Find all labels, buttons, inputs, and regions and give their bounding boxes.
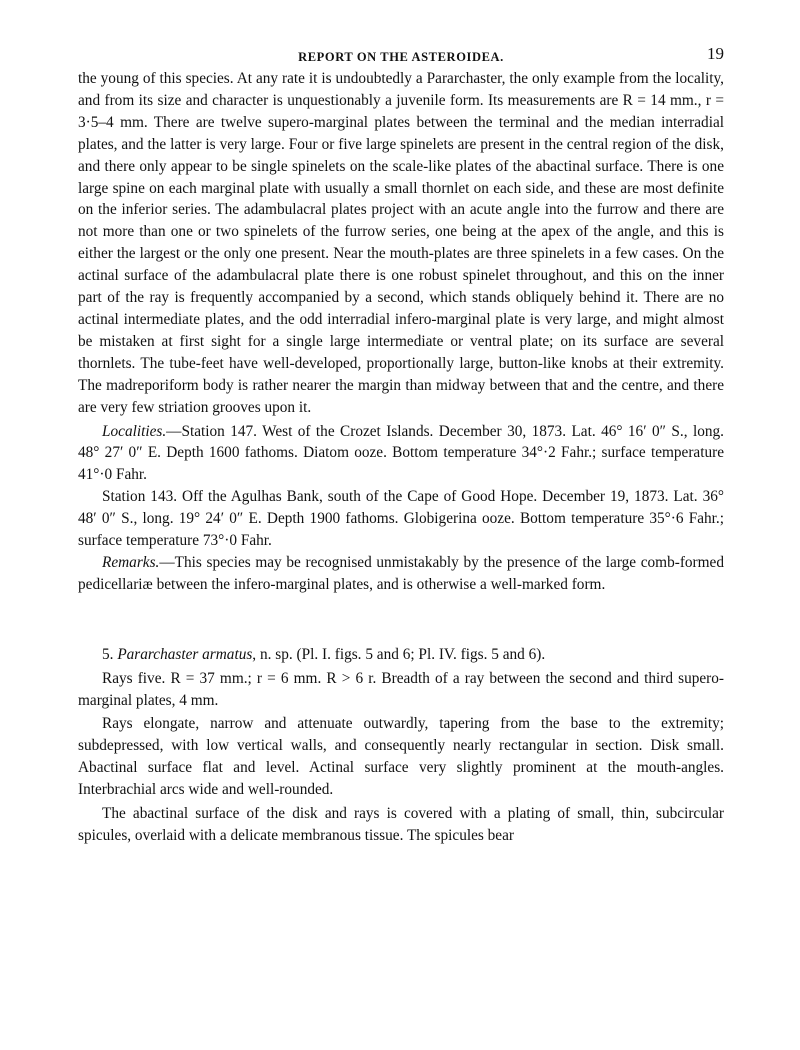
species-suffix: , n. sp. (Pl. I. figs. 5 and 6; Pl. IV. figs. 5 and 6). [252, 645, 546, 663]
remarks-text: —This species may be recognised unmistakably by the presence of the large comb-formed pedicellariæ between the infero-marginal plates, and is otherwise a well-marked form. [78, 553, 724, 593]
section-gap [78, 596, 724, 644]
paragraph-remarks [78, 552, 724, 596]
localities-text: —Station 147. West of the Crozet Islands. December 30, 1873. Lat. 46° 16′ 0″ S., long. 48° 27′ 0″ E. Depth 1600 fathoms. Diatom ooze. Bottom temperature 34°·2 Fahr.; surface temperature 41°·0 Fahr. [78, 422, 724, 484]
species-heading [78, 644, 724, 666]
running-title: REPORT ON THE ASTEROIDEA. [298, 50, 504, 64]
paragraph-rays: Rays five. R = 37 mm.; r = 6 mm. R > 6 r. Breadth of a ray between the second and third supero-marginal plates, 4 mm. [78, 669, 724, 709]
localities-label: Localities. [102, 422, 167, 440]
page-number: 19 [707, 44, 724, 63]
paragraph-localities [78, 421, 724, 487]
species-name: Pararchaster armatus [117, 645, 253, 663]
paragraph-station-143: Station 143. Off the Agulhas Bank, south of the Cape of Good Hope. December 19, 1873. Lat. 36° 48′ 0″ S., long. 19° 24′ 0″ E. Depth 1900 fathoms. Globigerina ooze. Bottom temperature 35°·6 Fahr.; surface temperature 73°·0 Fahr. [78, 488, 724, 550]
paragraph-abactinal: The abactinal surface of the disk and rays is covered with a plating of small, thin, subcircular spicules, overlaid with a delicate membranous tissue. The spicules bear [78, 805, 724, 844]
running-head [78, 38, 724, 68]
paragraph-juvenile-description: the young of this species. At any rate it is undoubtedly a Pararchaster, the only example from the locality, and from its size and character is unquestionably a juvenile form. Its measurements are R = 14 mm., r = 3·5–4 mm. There are twelve supero-marginal plates between the terminal and the median interradial plates, and the latter is very large. Four or five large spinelets are present in the central region of the disk, and there only appear to be single spinelets on the scale-like plates of the abactinal surface. There is one large spine on each marginal plate with usually a small thornlet on each side, and these are most definite on the inferior series. The adambulacral plates project with an acute angle into the furrow and there are not more than one or two spinelets of the furrow series, one being at the apex of the angle, and this is either the largest or the only one present. Near the mouth-plates are three spinelets in a few cases. On the actinal surface of the adambulacral plate there is one robust spinelet throughout, and this on the inner part of the ray is frequently accompanied by a second, which stands obliquely behind it. There are no actinal intermediate plates, and the odd interradial infero-marginal plate is very large, and might almost be mistaken at first sight for a single large intermediate or ventral plate; on its surface are several thornlets. The tube-feet have well-developed, proportionally large, button-like knobs at their extremity. The madreporiform body is rather nearer the margin than midway between that and the centre, and there are very few striation grooves upon it. [78, 70, 724, 416]
page [78, 38, 724, 847]
species-number: 5. [102, 645, 114, 663]
paragraph-description: Rays elongate, narrow and attenuate outwardly, tapering from the base to the extremity; subdepressed, with low vertical walls, and consequently nearly rectangular in section. Disk small. Abactinal surface flat and level. Actinal surface very slightly prominent at the mouth-angles. Interbrachial arcs wide and well-rounded. [78, 715, 724, 799]
remarks-label: Remarks. [102, 553, 160, 571]
